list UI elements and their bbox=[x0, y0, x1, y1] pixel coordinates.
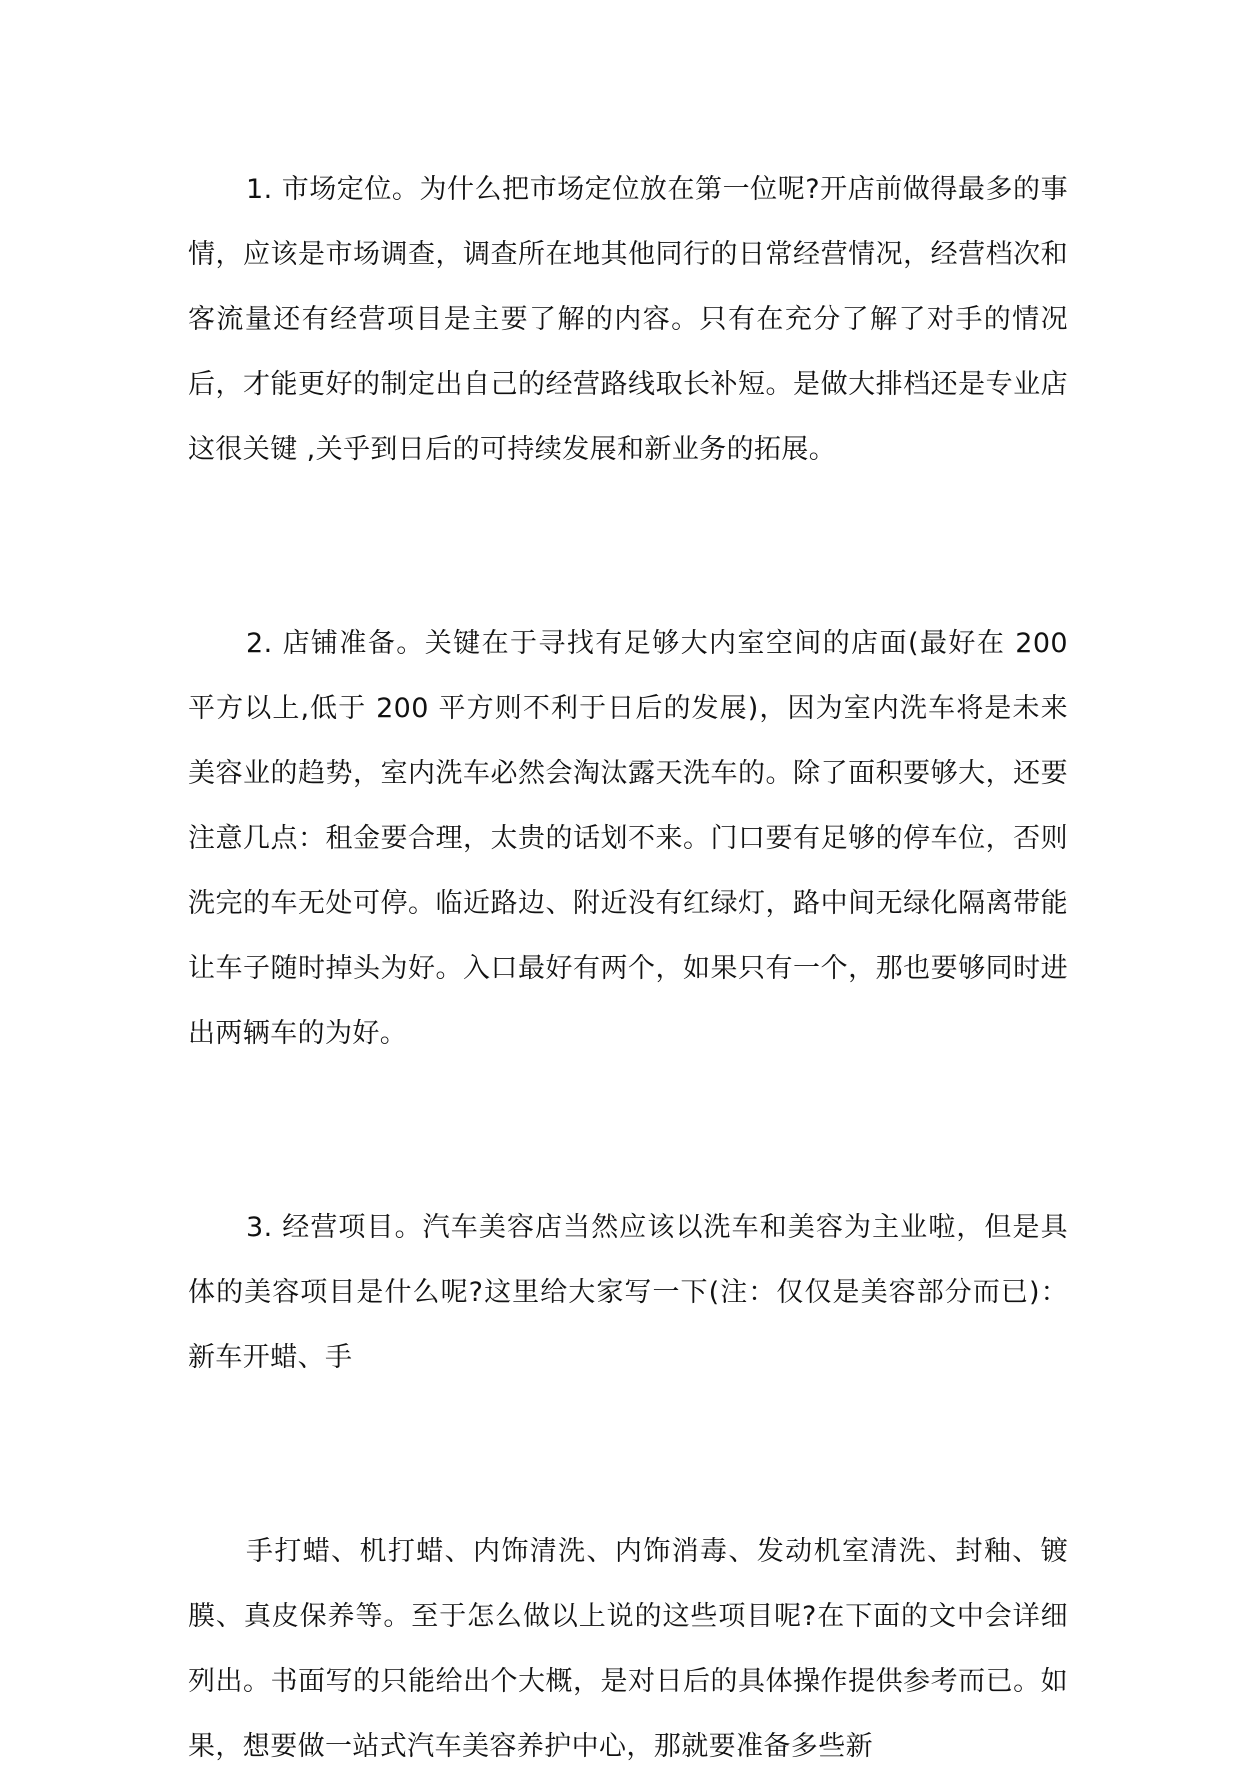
paragraph-market-positioning: 1. 市场定位。为什么把市场定位放在第一位呢?开店前做得最多的事情，应该是市场调查，调查所在地其他同行的日常经营情况，经营档次和客流量还有经营项目是主要了解的内容。只有在充分了解了对手的情况后，才能更好的制定出自己的经营路线取长补短。是做大排档还是专业店这很关键 ,关乎到日后的可持续发展和新业务的拓展。 bbox=[188, 174, 1068, 465]
paragraph-beauty-services: 手打蜡、机打蜡、内饰清洗、内饰消毒、发动机室清洗、封釉、镀膜、真皮保养等。至于怎么做以上说的这些项目呢?在下面的文中会详细列出。书面写的只能给出个大概，是对日后的具体操作提供参考而已。如果，想要做一站式汽车美容养护中心，那就要准备多些新 bbox=[188, 1536, 1068, 1762]
document-body bbox=[188, 157, 1068, 1779]
paragraph-business-items: 3. 经营项目。汽车美容店当然应该以洗车和美容为主业啦，但是具体的美容项目是什么呢?这里给大家写一下(注：仅仅是美容部分而已)：新车开蜡、手 bbox=[188, 1212, 1068, 1373]
paragraph-store-preparation: 2. 店铺准备。关键在于寻找有足够大内室空间的店面(最好在 200 平方以上,低于 200 平方则不利于日后的发展)，因为室内洗车将是未来美容业的趋势，室内洗车必然会淘汰露天洗车的。除了面积要够大，还要注意几点：租金要合理，太贵的话划不来。门口要有足够的停车位，否则洗完的车无处可停。临近路边、附近没有红绿灯，路中间无绿化隔离带能让车子随时掉头为好。入口最好有两个，如果只有一个，那也要够同时进出两辆车的为好。 bbox=[188, 628, 1068, 1049]
